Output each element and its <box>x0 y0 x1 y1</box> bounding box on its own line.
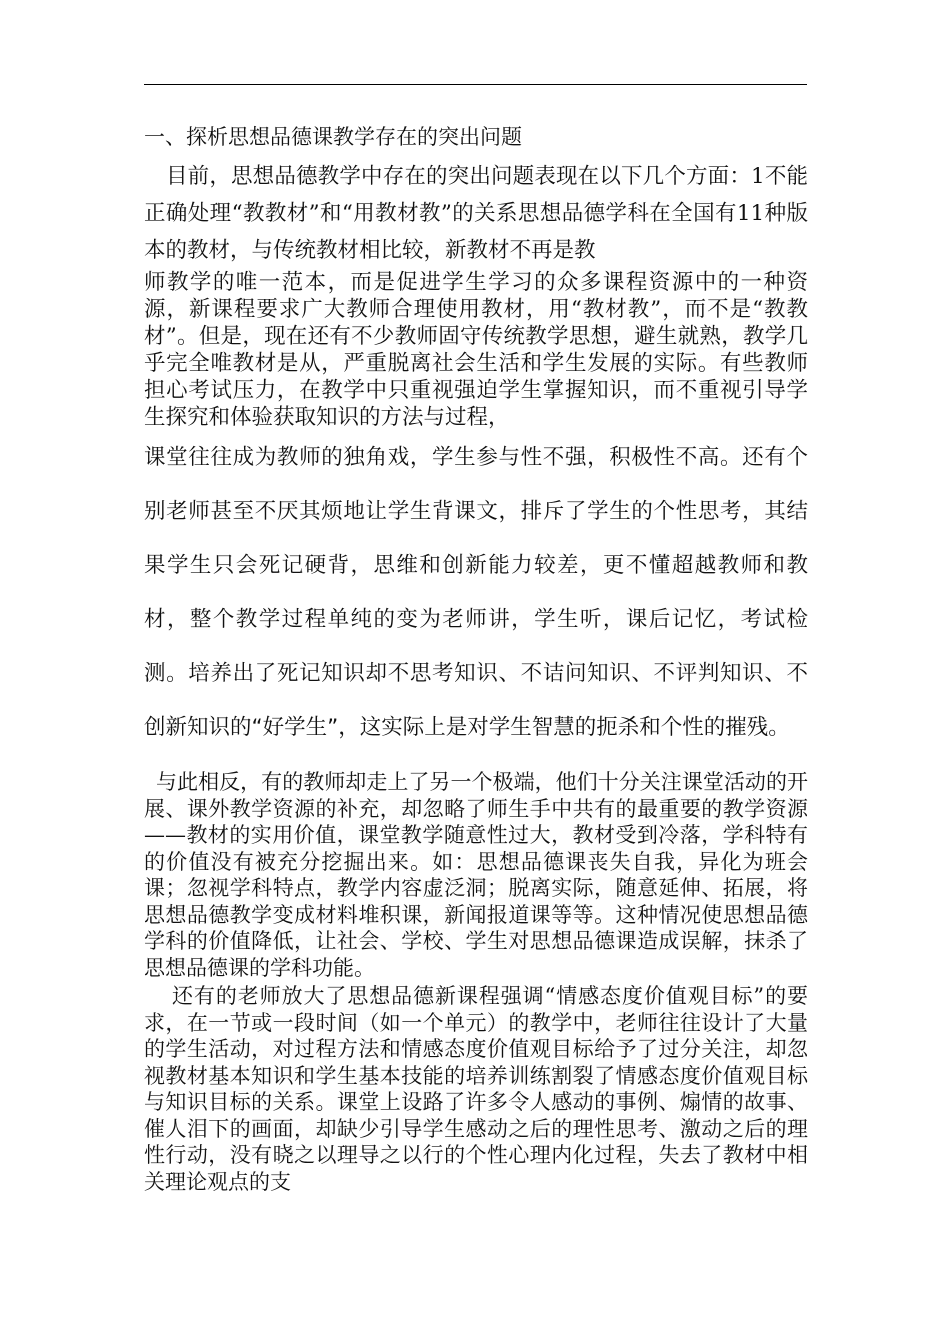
paragraph-teacher-monologue: 课堂往往成为教师的独角戏，学生参与性不强，积极性不高。还有个别老师甚至不厌其烦地让学生背课文，排斥了学生的个性思考，其结果学生只会死记硬背，思维和创新能力较差，更不懂超越教师和教材，整个教学过程单纯的变为老师讲，学生听，课后记忆，考试检测。培养出了死记知识却不思考知识、不诘问知识、不评判知识、不创新知识的“好学生”，这实际上是对学生智慧的扼杀和个性的摧残。 <box>144 445 808 740</box>
section-heading: 一、探析思想品德课教学存在的突出问题 <box>144 125 522 149</box>
paragraph-emotional-goals: 还有的老师放大了思想品德新课程强调“情感态度价值观目标”的要求，在一节或一段时间（如一个单元）的教学中，老师往往设计了大量的学生活动，对过程方法和情感态度价值观目标给予了过分关注，却忽视教材基本知识和学生基本技能的培养训练割裂了情感态度价值观目标与知识目标的关系。课堂上设路了许多令人感动的事例、煽情的故事、催人泪下的画面，却缺少引导学生感动之后的理性思考、激动之后的理性行动，没有晓之以理导之以行的个性心理内化过程，失去了教材中相关理论观点的支 <box>144 984 808 1194</box>
header-rule <box>144 84 807 85</box>
paragraph-current-problems: 目前，思想品德教学中存在的突出问题表现在以下几个方面：1不能正确处理“教教材”和“用教材教”的关系思想品德学科在全国有11种版本的教材，与传统教材相比较，新教材不再是教 <box>144 164 808 263</box>
document-body <box>144 118 808 1195</box>
paragraph-current-problems-continued: 师教学的唯一范本，而是促进学生学习的众多课程资源中的一种资源，新课程要求广大教师合理使用教材，用“教材教”，而不是“教教材”。但是，现在还有不少教师固守传统教学思想，避生就熟，教学几乎完全唯教材是从，严重脱离社会生活和学生发展的实际。有些教师担心考试压力，在教学中只重视强迫学生掌握知识，而不重视引导学生探究和体验获取知识的方法与过程， <box>144 270 808 430</box>
paragraph-opposite-extreme: 与此相反，有的教师却走上了另一个极端，他们十分关注课堂活动的开展、课外教学资源的补充，却忽略了师生手中共有的最重要的教学资源——教材的实用价值，课堂教学随意性过大，教材受到冷落，学科特有的价值没有被充分挖掘出来。如：思想品德课丧失自我，异化为班会课；忽视学科特点，教学内容虚泛洞；脱离实际，随意延伸、拓展，将思想品德教学变成材料堆积课，新闻报道课等等。这种情况使思想品德学科的价值降低，让社会、学校、学生对思想品德课造成误解，抹杀了思想品德课的学科功能。 <box>144 770 808 980</box>
